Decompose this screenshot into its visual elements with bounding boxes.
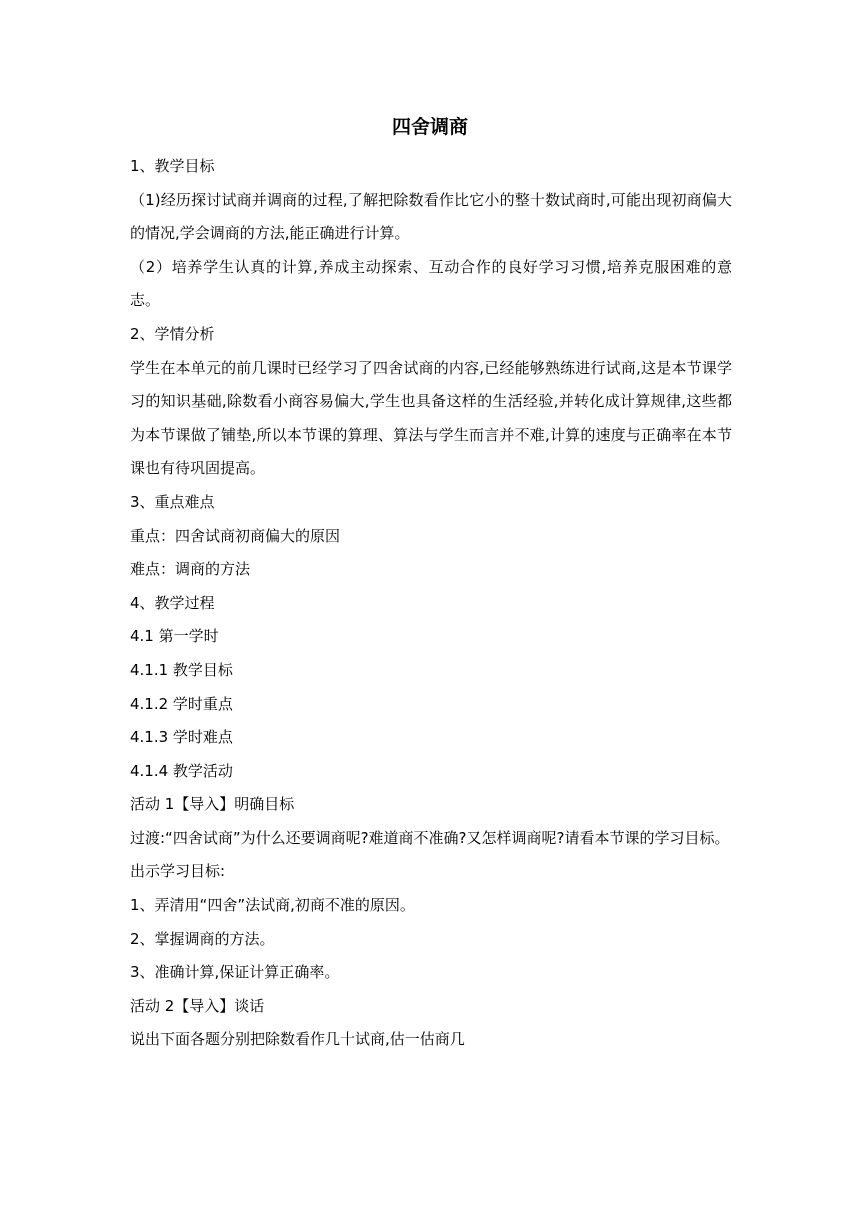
paragraph-show-goals: 出示学习目标: bbox=[130, 862, 226, 881]
heading-teaching-process: 4、教学过程 bbox=[130, 593, 215, 612]
heading-student-analysis: 2、学情分析 bbox=[130, 324, 215, 343]
paragraph-estimate: 说出下面各题分别把除数看作几十试商,估一估商几 bbox=[130, 1030, 465, 1049]
paragraph-key-point: 重点：四舍试商初商偏大的原因 bbox=[130, 526, 341, 545]
heading-lesson-goals: 4.1.1 教学目标 bbox=[130, 660, 233, 679]
heading-lesson-activities: 4.1.4 教学活动 bbox=[130, 761, 233, 780]
list-item-goal-3: 3、准确计算,保证计算正确率。 bbox=[130, 963, 340, 982]
heading-teaching-goals: 1、教学目标 bbox=[130, 157, 215, 175]
heading-activity-1: 活动 1【导入】明确目标 bbox=[130, 795, 295, 814]
paragraph-difficulty: 难点：调商的方法 bbox=[130, 560, 251, 579]
list-item-goal-1: 1、弄清用“四舍”法试商,初商不准的原因。 bbox=[130, 896, 415, 915]
heading-activity-2: 活动 2【导入】谈话 bbox=[130, 996, 265, 1015]
heading-lesson-key-point: 4.1.2 学时重点 bbox=[130, 694, 233, 713]
list-item-goal-2: 2、掌握调商的方法。 bbox=[130, 929, 275, 948]
paragraph-student-analysis: 学生在本单元的前几课时已经学习了四舍试商的内容,已经能够熟练进行试商,这是本节课学习的知识基础,除数看小商容易偏大,学生也具备这样的生活经验,并转化成计算规律,这些都为本节课做了铺垫,所以本节课的算理、算法与学生而言并不难,计算的速度与正确率在本节课也有待巩固提高。 bbox=[130, 358, 732, 478]
heading-lesson-1: 4.1 第一学时 bbox=[130, 627, 219, 646]
paragraph-transition: 过渡:“四舍试商”为什么还要调商呢?难道商不准确?又怎样调商呢?请看本节课的学习目标。 bbox=[130, 828, 730, 847]
document-title: 四舍调商 bbox=[391, 116, 468, 138]
paragraph-goal-1: （1)经历探讨试商并调商的过程,了解把除数看作比它小的整十数试商时,可能出现初商偏大的情况,学会调商的方法,能正确进行计算。 bbox=[130, 190, 732, 243]
heading-key-points: 3、重点难点 bbox=[130, 492, 215, 511]
heading-lesson-difficulty: 4.1.3 学时难点 bbox=[130, 728, 233, 747]
document-body bbox=[130, 150, 732, 1057]
paragraph-goal-2: （2）培养学生认真的计算,养成主动探索、互动合作的良好学习习惯,培养克服困难的意志。 bbox=[130, 257, 732, 310]
